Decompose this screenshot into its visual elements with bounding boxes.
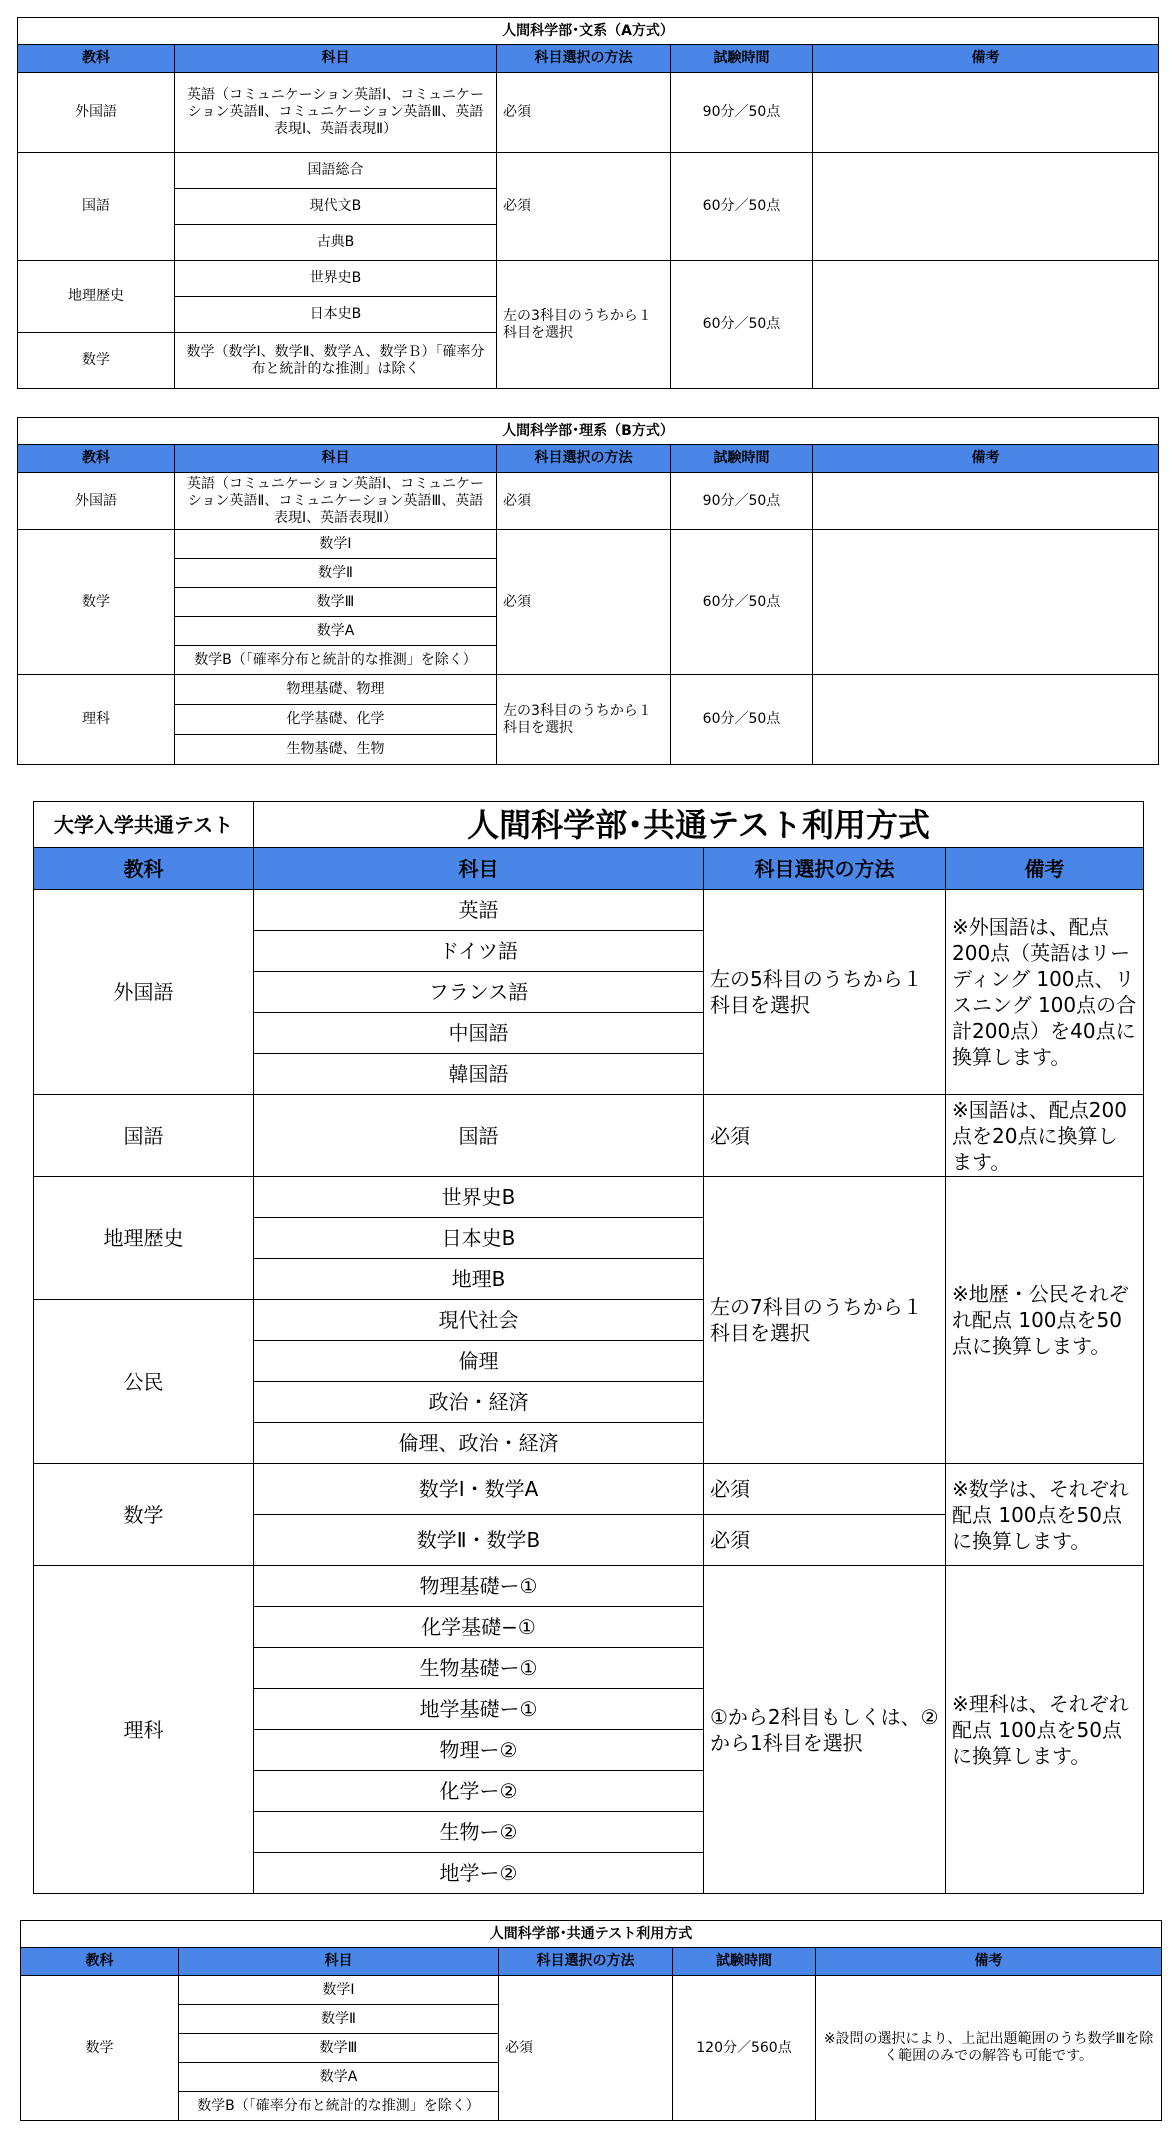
subject-area-cell: 国語 bbox=[18, 153, 175, 261]
header-subject: 科目 bbox=[175, 445, 497, 473]
header-subject-area: 教科 bbox=[18, 45, 175, 73]
subject-cell: 数学Ⅱ・数学B bbox=[254, 1515, 704, 1566]
header-time: 試験時間 bbox=[671, 45, 813, 73]
subject-cell: 日本史B bbox=[254, 1218, 704, 1259]
note-cell: ※数学は、それぞれ配点 100点を50点に換算します。 bbox=[946, 1464, 1144, 1566]
subject-cell: 英語（コミュニケーション英語Ⅰ、コミュニケーション英語Ⅱ、コミュニケーション英語Ⅲ、英語表現Ⅰ、英語表現Ⅱ） bbox=[175, 473, 497, 530]
header-time: 試験時間 bbox=[673, 1948, 816, 1976]
method-cell: 必須 bbox=[497, 73, 671, 153]
header-note: 備考 bbox=[813, 45, 1159, 73]
header-subject-area: 教科 bbox=[18, 445, 175, 473]
subject-cell: 数学（数学Ⅰ、数学Ⅱ、数学Ａ、数学Ｂ）「確率分布と統計的な推測」は除く bbox=[175, 333, 497, 389]
header-note: 備考 bbox=[816, 1948, 1162, 1976]
time-cell: 120分／560点 bbox=[673, 1976, 816, 2121]
subject-cell: ドイツ語 bbox=[254, 931, 704, 972]
subject-cell: 古典B bbox=[175, 225, 497, 261]
subject-cell: 世界史B bbox=[175, 261, 497, 297]
method-cell: 左の3科目のうちから１科目を選択 bbox=[497, 675, 671, 765]
subject-cell: 国語 bbox=[254, 1095, 704, 1177]
method-cell: 左の7科目のうちから１科目を選択 bbox=[704, 1177, 946, 1464]
subject-cell: 倫理 bbox=[254, 1341, 704, 1382]
subject-cell: 物理基礎、物理 bbox=[175, 675, 497, 705]
subject-cell: 数学Ⅰ bbox=[179, 1976, 499, 2005]
note-cell: ※外国語は、配点200点（英語はリーディング 100点、リスニング 100点の合計200点）を40点に換算します。 bbox=[946, 890, 1144, 1095]
note-cell bbox=[813, 73, 1159, 153]
note-cell bbox=[813, 675, 1159, 765]
subject-area-cell: 外国語 bbox=[34, 890, 254, 1095]
subject-cell: 地学ー② bbox=[254, 1853, 704, 1894]
method-cell: 左の3科目のうちから１科目を選択 bbox=[497, 261, 671, 389]
subject-area-cell: 数学 bbox=[21, 1976, 179, 2121]
method-cell: 左の5科目のうちから１科目を選択 bbox=[704, 890, 946, 1095]
common-test-tag: 大学入学共通テスト bbox=[34, 802, 254, 848]
method-cell: ①から2科目もしくは、②から1科目を選択 bbox=[704, 1566, 946, 1894]
subject-area-cell: 数学 bbox=[18, 333, 175, 389]
subject-cell: 化学ー② bbox=[254, 1771, 704, 1812]
subject-cell: 英語 bbox=[254, 890, 704, 931]
subject-cell: 化学基礎、化学 bbox=[175, 705, 497, 735]
subject-cell: 国語総合 bbox=[175, 153, 497, 189]
subject-cell: 数学B（「確率分布と統計的な推測」を除く） bbox=[179, 2092, 499, 2121]
note-cell bbox=[813, 261, 1159, 389]
header-subject: 科目 bbox=[254, 848, 704, 890]
subject-area-cell: 国語 bbox=[34, 1095, 254, 1177]
header-subject-area: 教科 bbox=[34, 848, 254, 890]
table-common-test-math bbox=[20, 1920, 1162, 2121]
subject-cell: 中国語 bbox=[254, 1013, 704, 1054]
subject-cell: 世界史B bbox=[254, 1177, 704, 1218]
header-note: 備考 bbox=[946, 848, 1144, 890]
subject-cell: 生物基礎ー① bbox=[254, 1648, 704, 1689]
method-cell: 必須 bbox=[497, 530, 671, 675]
note-cell: ※理科は、それぞれ配点 100点を50点に換算します。 bbox=[946, 1566, 1144, 1894]
subject-cell: 物理ー② bbox=[254, 1730, 704, 1771]
note-cell: ※国語は、配点200点を20点に換算します。 bbox=[946, 1095, 1144, 1177]
subject-cell: 政治・経済 bbox=[254, 1382, 704, 1423]
subject-cell: 数学Ⅲ bbox=[175, 588, 497, 617]
table-title: 人間科学部･文系（A方式） bbox=[18, 18, 1159, 45]
method-cell: 必須 bbox=[704, 1515, 946, 1566]
method-cell: 必須 bbox=[497, 153, 671, 261]
subject-cell: 数学Ⅰ bbox=[175, 530, 497, 559]
subject-area-cell: 理科 bbox=[18, 675, 175, 765]
subject-cell: 地学基礎ー① bbox=[254, 1689, 704, 1730]
subject-cell: 数学Ⅱ bbox=[175, 559, 497, 588]
header-method: 科目選択の方法 bbox=[499, 1948, 673, 1976]
header-method: 科目選択の方法 bbox=[497, 45, 671, 73]
subject-cell: 数学A bbox=[175, 617, 497, 646]
subject-cell: 数学A bbox=[179, 2063, 499, 2092]
subject-cell: 地理B bbox=[254, 1259, 704, 1300]
header-subject: 科目 bbox=[179, 1948, 499, 1976]
method-cell: 必須 bbox=[499, 1976, 673, 2121]
table-title: 人間科学部･共通テスト利用方式 bbox=[21, 1921, 1162, 1948]
header-method: 科目選択の方法 bbox=[704, 848, 946, 890]
subject-cell: 現代文B bbox=[175, 189, 497, 225]
note-cell bbox=[813, 473, 1159, 530]
note-cell: ※地歴・公民それぞれ配点 100点を50点に換算します。 bbox=[946, 1177, 1144, 1464]
subject-cell: 化学基礎−① bbox=[254, 1607, 704, 1648]
subject-area-cell: 理科 bbox=[34, 1566, 254, 1894]
subject-cell: 数学Ⅰ・数学A bbox=[254, 1464, 704, 1515]
time-cell: 90分／50点 bbox=[671, 473, 813, 530]
table-humanities-a bbox=[17, 17, 1159, 389]
subject-area-cell: 外国語 bbox=[18, 473, 175, 530]
time-cell: 90分／50点 bbox=[671, 73, 813, 153]
subject-area-cell: 数学 bbox=[18, 530, 175, 675]
table-title: 人間科学部･理系（B方式） bbox=[18, 418, 1159, 445]
subject-area-cell: 公民 bbox=[34, 1300, 254, 1464]
time-cell: 60分／50点 bbox=[671, 261, 813, 389]
subject-cell: 生物ー② bbox=[254, 1812, 704, 1853]
header-subject-area: 教科 bbox=[21, 1948, 179, 1976]
subject-cell: 英語（コミュニケーション英語Ⅰ、コミュニケーション英語Ⅱ、コミュニケーション英語Ⅲ、英語表現Ⅰ、英語表現Ⅱ） bbox=[175, 73, 497, 153]
method-cell: 必須 bbox=[704, 1095, 946, 1177]
subject-cell: 数学Ⅲ bbox=[179, 2034, 499, 2063]
subject-cell: 倫理、政治・経済 bbox=[254, 1423, 704, 1464]
table-science-b bbox=[17, 417, 1159, 765]
subject-area-cell: 数学 bbox=[34, 1464, 254, 1566]
header-method: 科目選択の方法 bbox=[497, 445, 671, 473]
method-cell: 必須 bbox=[497, 473, 671, 530]
header-subject: 科目 bbox=[175, 45, 497, 73]
subject-cell: 日本史B bbox=[175, 297, 497, 333]
subject-area-cell: 地理歴史 bbox=[34, 1177, 254, 1300]
table-common-test bbox=[33, 801, 1144, 1894]
subject-cell: 物理基礎ー① bbox=[254, 1566, 704, 1607]
method-cell: 必須 bbox=[704, 1464, 946, 1515]
time-cell: 60分／50点 bbox=[671, 530, 813, 675]
subject-cell: 韓国語 bbox=[254, 1054, 704, 1095]
time-cell: 60分／50点 bbox=[671, 153, 813, 261]
subject-cell: フランス語 bbox=[254, 972, 704, 1013]
table-title: 人間科学部･共通テスト利用方式 bbox=[254, 802, 1144, 848]
subject-area-cell: 地理歴史 bbox=[18, 261, 175, 333]
subject-cell: 生物基礎、生物 bbox=[175, 735, 497, 765]
subject-cell: 現代社会 bbox=[254, 1300, 704, 1341]
subject-area-cell: 外国語 bbox=[18, 73, 175, 153]
note-cell bbox=[813, 153, 1159, 261]
note-cell bbox=[813, 530, 1159, 675]
header-time: 試験時間 bbox=[671, 445, 813, 473]
subject-cell: 数学Ⅱ bbox=[179, 2005, 499, 2034]
subject-cell: 数学B（「確率分布と統計的な推測」を除く） bbox=[175, 646, 497, 675]
time-cell: 60分／50点 bbox=[671, 675, 813, 765]
note-cell: ※設問の選択により、上記出題範囲のうち数学Ⅲを除く範囲のみでの解答も可能です。 bbox=[816, 1976, 1162, 2121]
header-note: 備考 bbox=[813, 445, 1159, 473]
